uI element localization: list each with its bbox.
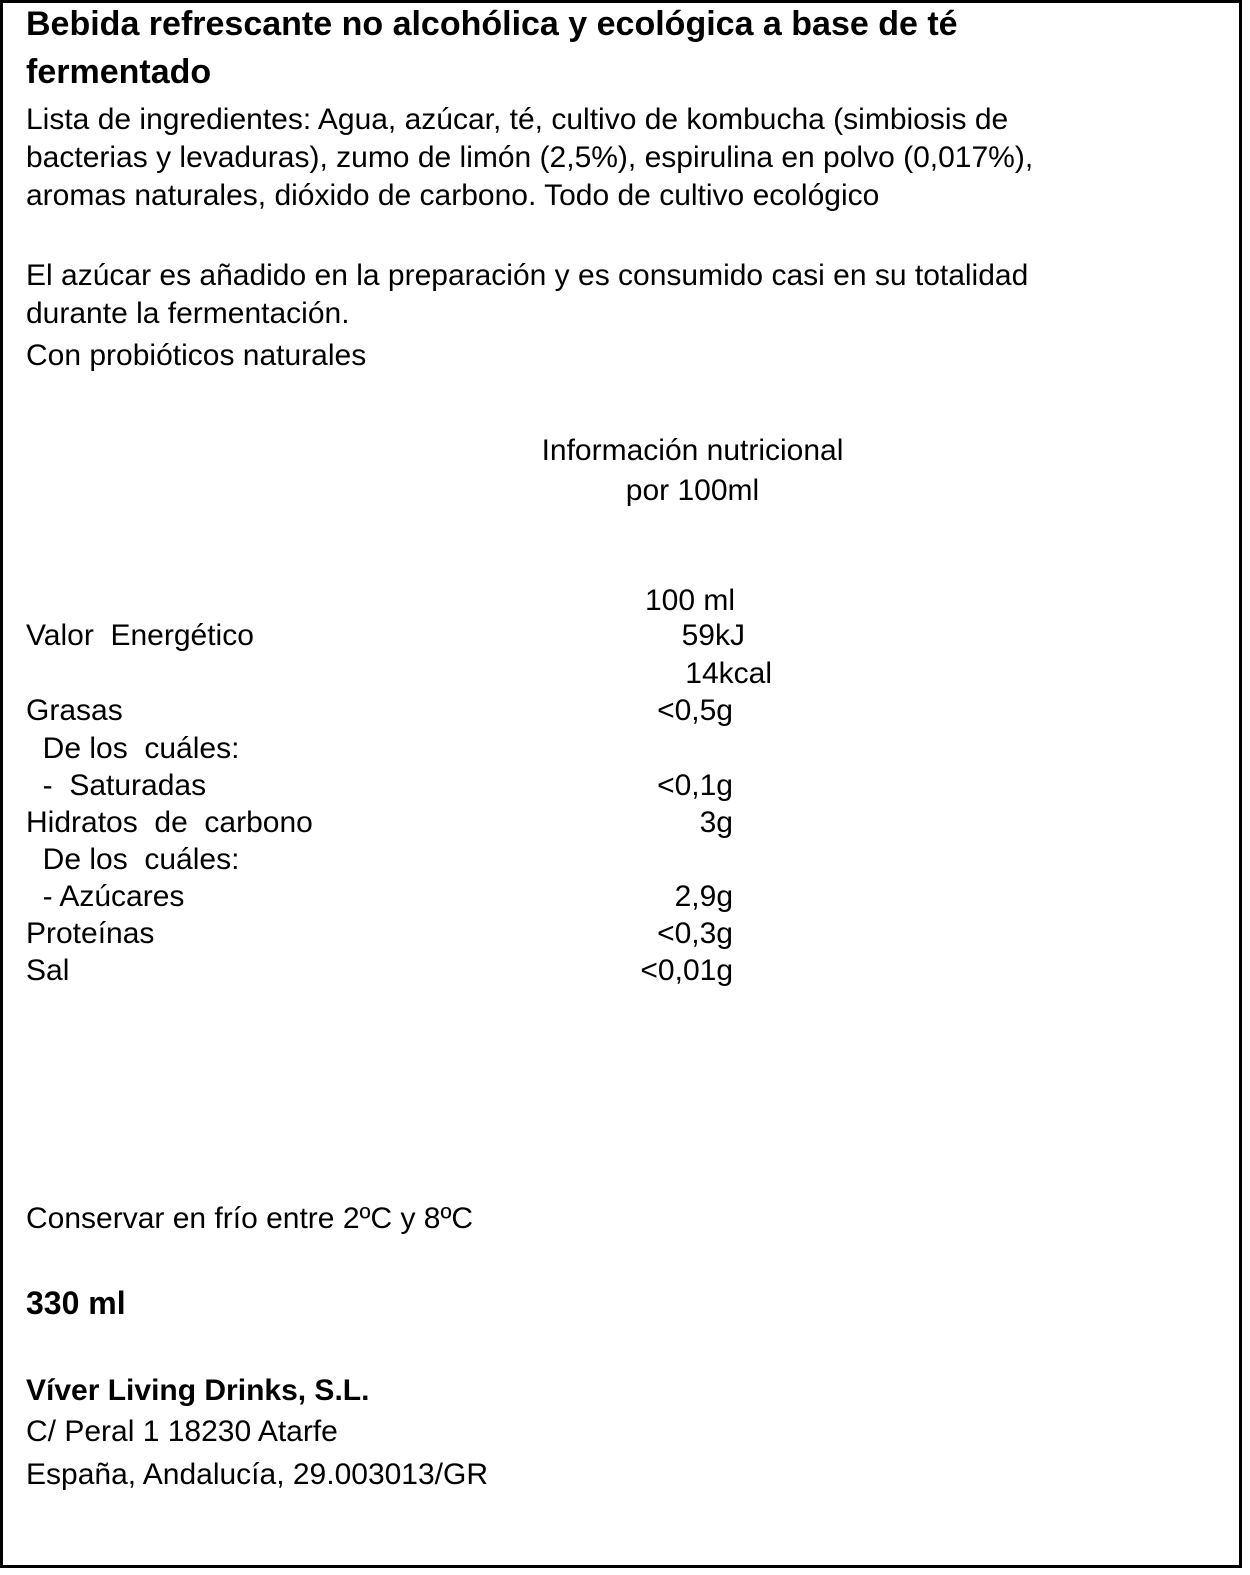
- nutrition-row-value: <0,01g: [640, 954, 733, 987]
- nutrition-row-label: - Azúcares: [26, 880, 185, 913]
- sugar-note-line1: El azúcar es añadido en la preparación y es consumido casi en su totalidad: [26, 259, 1029, 292]
- nutrition-row-value: 2,9g: [674, 880, 733, 913]
- nutrition-heading: Información nutricional: [541, 434, 844, 467]
- nutrition-row-value: <0,5g: [657, 694, 733, 727]
- ingredients-line2: bacterias y levaduras), zumo de limón (2,5%), espirulina en polvo (0,017%),: [26, 141, 1034, 174]
- nutrition-row-value: 3g: [699, 806, 733, 839]
- nutrition-row-label: Valor Energético: [26, 619, 254, 652]
- nutrition-row-label: - Saturadas: [26, 769, 207, 802]
- nutrition-row-value: 14kcal: [685, 657, 772, 690]
- nutrition-row-label: De los cuáles:: [26, 843, 240, 876]
- probiotics-text: Con probióticos naturales: [26, 339, 367, 372]
- company-name: Víver Living Drinks, S.L.: [26, 1374, 370, 1407]
- company-address: C/ Peral 1 18230 Atarfe: [26, 1415, 338, 1448]
- nutrition-row-value: <0,3g: [657, 917, 733, 950]
- nutrition-row-label: Grasas: [26, 694, 123, 727]
- ingredients-line3: aromas naturales, dióxido de carbono. Todo de cultivo ecológico: [26, 179, 880, 212]
- nutrition-row-label: Proteínas: [26, 917, 155, 950]
- nutrition-column-header: 100 ml: [645, 584, 736, 617]
- nutrition-row-value: 59kJ: [681, 619, 745, 652]
- nutrition-row-label: De los cuáles:: [26, 732, 240, 765]
- nutrition-row-label: Sal: [26, 954, 70, 987]
- product-title-line1: Bebida refrescante no alcohólica y ecológica a base de té: [26, 5, 958, 43]
- storage-text: Conservar en frío entre 2ºC y 8ºC: [26, 1202, 474, 1235]
- nutrition-row-label: Hidratos de carbono: [26, 806, 313, 839]
- product-title-line2: fermentado: [26, 53, 212, 91]
- company-registry: España, Andalucía, 29.003013/GR: [26, 1458, 489, 1491]
- sugar-note-line2: durante la fermentación.: [26, 297, 350, 330]
- ingredients-line1: Lista de ingredientes: Agua, azúcar, té, cultivo de kombucha (simbiosis de: [26, 103, 1009, 136]
- nutrition-row-value: <0,1g: [657, 769, 733, 802]
- volume-text: 330 ml: [26, 1285, 126, 1321]
- nutrition-heading-per: por 100ml: [625, 474, 760, 507]
